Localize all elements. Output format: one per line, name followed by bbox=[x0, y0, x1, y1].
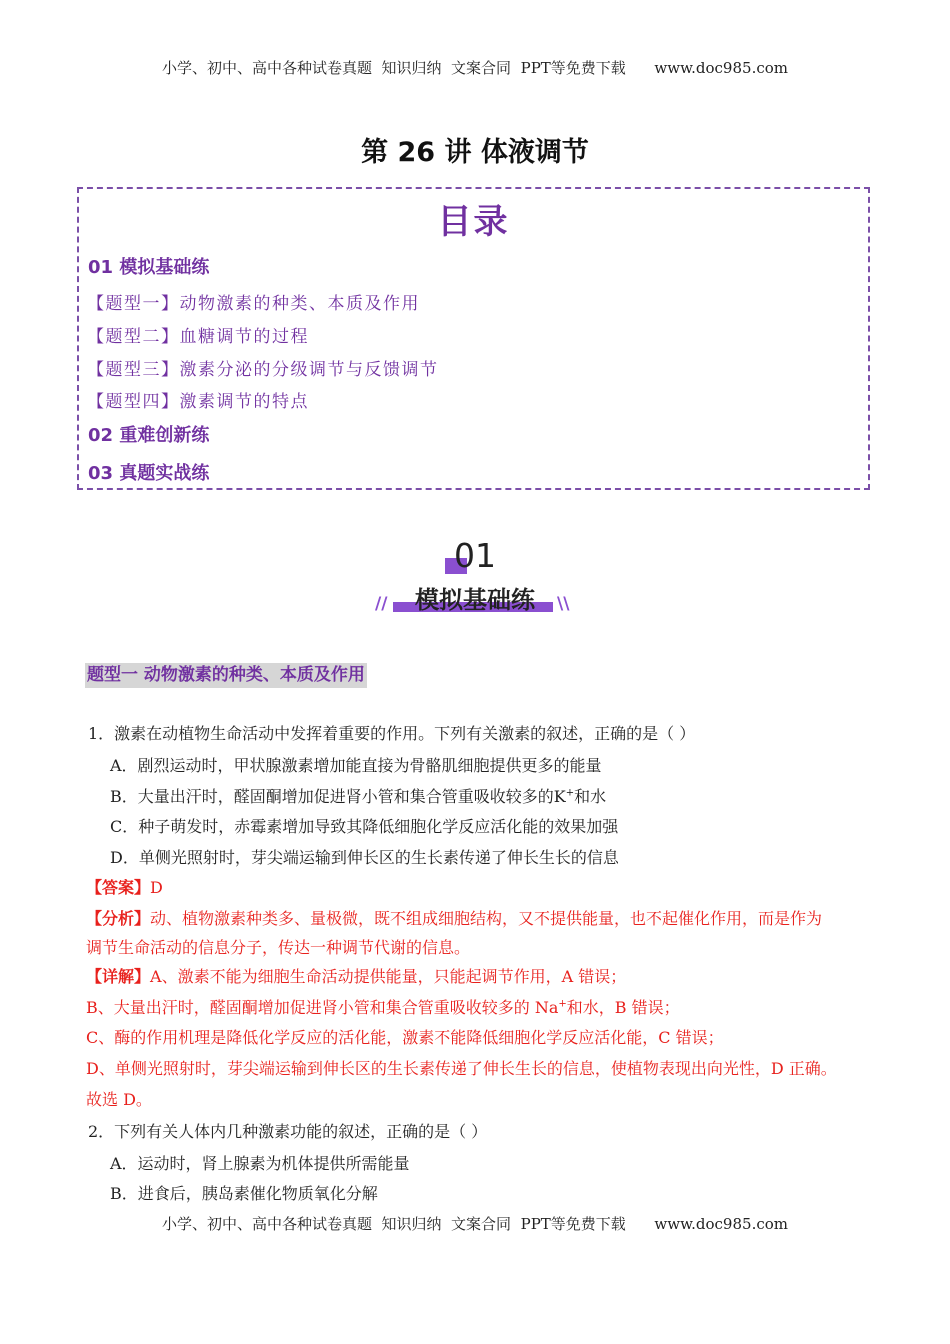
toc-heading: 目录 bbox=[437, 202, 510, 242]
question-type-heading: 题型一 动物激素的种类、本质及作用 bbox=[85, 663, 367, 688]
q1-detail-line-1: 【详解】A、激素不能为细胞生命活动提供能量，只能起调节作用，A 错误； bbox=[86, 967, 627, 986]
toc-item-1[interactable]: 【题型一】动物激素的种类、本质及作用 bbox=[87, 294, 420, 314]
toc-item-4[interactable]: 【题型四】激素调节的特点 bbox=[87, 392, 309, 412]
banner-number: 01 bbox=[454, 536, 496, 575]
banner-left-slash-icon: // bbox=[375, 594, 388, 614]
banner-label: 模拟基础练 bbox=[415, 586, 535, 614]
q1-option-c: C．种子萌发时，赤霉素增加导致其降低细胞化学反应活化能的效果加强 bbox=[110, 817, 619, 836]
q2-option-a: A．运动时，肾上腺素为机体提供所需能量 bbox=[110, 1154, 410, 1173]
q1-analysis-line-2: 调节生命活动的信息分子，传达一种调节代谢的信息。 bbox=[86, 938, 471, 957]
q2-stem: 2．下列有关人体内几种激素功能的叙述，正确的是（ ） bbox=[88, 1122, 488, 1141]
toc-item-2[interactable]: 【题型二】血糖调节的过程 bbox=[87, 327, 309, 347]
q1-detail-line-5: 故选 D。 bbox=[86, 1090, 152, 1109]
toc-section-2[interactable]: 02 重难创新练 bbox=[88, 425, 210, 446]
q1-analysis-line-1: 【分析】动、植物激素种类多、量极微，既不组成细胞结构，又不提供能量，也不起催化作用，而是作为 bbox=[86, 909, 823, 928]
toc-section-3[interactable]: 03 真题实战练 bbox=[88, 463, 210, 484]
banner-right-slash-icon: \\ bbox=[557, 594, 570, 614]
q1-detail-line-2: B、大量出汗时，醛固酮增加促进肾小管和集合管重吸收较多的 Na+和水，B 错误； bbox=[86, 998, 680, 1017]
q2-option-b: B．进食后，胰岛素催化物质氧化分解 bbox=[110, 1184, 378, 1203]
q1-stem: 1．激素在动植物生命活动中发挥着重要的作用。下列有关激素的叙述，正确的是（ ） bbox=[88, 724, 696, 743]
q1-detail-line-3: C、酶的作用机理是降低化学反应的活化能，激素不能降低细胞化学反应活化能，C 错误； bbox=[86, 1028, 724, 1047]
toc-item-3[interactable]: 【题型三】激素分泌的分级调节与反馈调节 bbox=[87, 360, 439, 380]
toc-section-1[interactable]: 01 模拟基础练 bbox=[88, 257, 210, 278]
q1-option-b: B．大量出汗时，醛固酮增加促进肾小管和集合管重吸收较多的K+和水 bbox=[110, 787, 607, 806]
q1-option-d: D．单侧光照射时，芽尖端运输到伸长区的生长素传递了伸长生长的信息 bbox=[110, 848, 619, 867]
table-of-contents bbox=[77, 187, 870, 490]
section-banner bbox=[375, 536, 575, 620]
page-footer: 小学、初中、高中各种试卷真题 知识归纳 文案合同 PPT等免费下载 www.doc985.com bbox=[161, 1215, 788, 1233]
page-title: 第 26 讲 体液调节 bbox=[361, 137, 589, 168]
q1-option-a: A．剧烈运动时，甲状腺激素增加能直接为骨骼肌细胞提供更多的能量 bbox=[110, 756, 602, 775]
page-header: 小学、初中、高中各种试卷真题 知识归纳 文案合同 PPT等免费下载 www.doc985.com bbox=[161, 59, 788, 77]
q1-answer: 【答案】D bbox=[86, 878, 163, 897]
q1-detail-line-4: D、单侧光照射时，芽尖端运输到伸长区的生长素传递了伸长生长的信息，使植物表现出向光性，D 正确。 bbox=[86, 1059, 837, 1078]
